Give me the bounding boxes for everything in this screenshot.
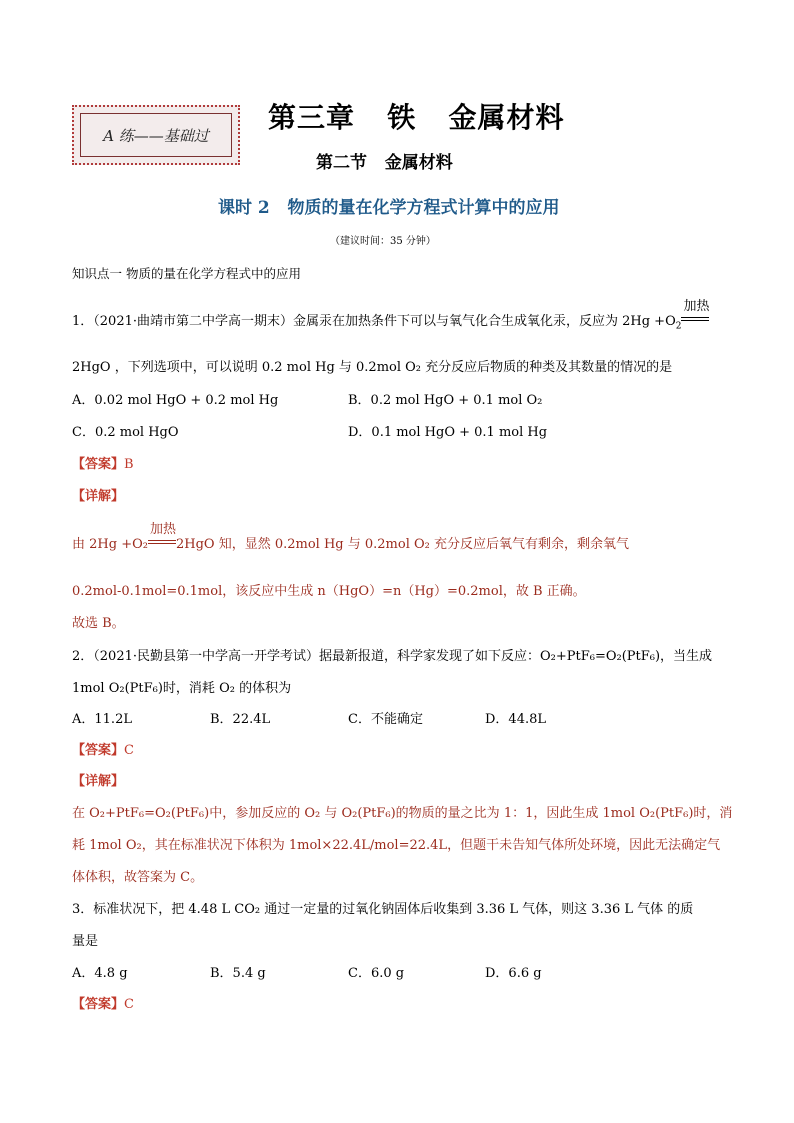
q2-option-d: D．44.8L [485, 712, 547, 727]
q3-option-a: A．4.8 g [72, 966, 128, 981]
q1-explanation-line1 [72, 522, 629, 552]
heat-condition-symbol [148, 522, 176, 548]
answer-label: 【答案】 [72, 997, 125, 1012]
q2-answer-value: C [124, 743, 134, 758]
q1-answer-value: B [124, 457, 134, 472]
q1-option-c: C．0.2 mol HgO [72, 425, 179, 440]
q1-detail-label [72, 485, 124, 504]
q1-option-a: A．0.02 mol HgO + 0.2 mol Hg [72, 393, 279, 408]
q1-option-d: D．0.1 mol HgO + 0.1 mol Hg [348, 425, 548, 440]
q1-exp-eq: 由 2Hg +O₂ [72, 537, 148, 552]
detail-label: 【详解】 [72, 489, 125, 504]
q2-explanation-line2: 耗 1mol O₂，其在标准状况下体积为 1mol×22.4L/mol=22.4L，但题干未告知气体所处环境，因此无法确定气 [72, 838, 721, 853]
section-title: 第二节 金属材料 [316, 153, 453, 173]
q2-stem-line2: 1mol O₂(PtF₆)时，消耗 O₂ 的体积为 [72, 681, 292, 696]
chapter-title: 第三章 铁 金属材料 [268, 101, 565, 134]
q1-stem-line2: 2HgO ，下列选项中，可以说明 0.2 mol Hg 与 0.2mol O₂ 充分反应后物质的种类及其数量的情况的是 [72, 360, 673, 375]
q3-answer [72, 993, 134, 1012]
q1-stem-line1: 1．（2021·曲靖市第二中学高一期末）金属汞在加热条件下可以与氧气化合生成氧化汞，反应为 $2Hg +O_2$ 加热 [72, 310, 709, 332]
q1-conclusion: 故选 B。 [72, 616, 125, 631]
heat-label: 加热 [683, 299, 710, 314]
q3-stem-line2: 量是 [72, 934, 99, 949]
q1-exp-text: 2HgO 知，显然 0.2mol Hg 与 0.2mol O₂ 充分反应后氧气有剩余，剩余氧气 [175, 537, 629, 552]
q3-option-b: B．5.4 g [210, 966, 266, 981]
badge-label: A 练——基础过 [80, 113, 232, 157]
q3-option-d: D．6.6 g [485, 966, 542, 981]
q2-option-b: B．22.4L [210, 712, 271, 727]
q2-stem-line1: 2．（2021·民勤县第一中学高一开学考试）据最新报道，科学家发现了如下反应：O₂+PtF₆=O₂(PtF₆)，当生成 [72, 649, 713, 664]
q2-explanation-line3: 体体积，故答案为 C。 [72, 870, 204, 885]
q1-option-b: B．0.2 mol HgO + 0.1 mol O₂ [348, 393, 543, 408]
knowledge-point-heading: 知识点一 物质的量在化学方程式中的应用 [72, 266, 301, 281]
detail-label: 【详解】 [72, 774, 125, 789]
q2-answer [72, 739, 134, 758]
q3-stem-line1: 3．标准状况下，把 4.48 L CO₂ 通过一定量的过氧化钠固体后收集到 3.36 L 气体，则这 3.36 L 气体 的质 [72, 902, 694, 917]
heat-condition-symbol [681, 299, 710, 325]
suggested-time: （建议时间：35 分钟） [330, 236, 436, 247]
q2-option-a: A．11.2L [72, 712, 132, 727]
q1-answer [72, 453, 134, 472]
q3-option-c: C．6.0 g [348, 966, 405, 981]
q1-explanation-line2: 0.2mol-0.1mol=0.1mol，该反应中生成 n（HgO）=n（Hg）=0.2mol，故 B 正确。 [72, 584, 586, 599]
answer-label: 【答案】 [72, 457, 125, 472]
answer-label: 【答案】 [72, 743, 125, 758]
q2-option-c: C．不能确定 [348, 712, 423, 727]
q1-stem-text: 1．（2021·曲靖市第二中学高一期末）金属汞在加热条件下可以与氧气化合生成氧化汞，反应为 2Hg +O [72, 314, 676, 329]
lesson-title: 课时 2 物质的量在化学方程式计算中的应用 [218, 198, 560, 218]
q2-explanation-line1: 在 O₂+PtF₆=O₂(PtF₆)中，参加反应的 O₂ 与 O₂(PtF₆)的物质的量之比为 1：1，因此生成 1mol O₂(PtF₆)时，消 [72, 806, 733, 821]
heat-label: 加热 [149, 522, 176, 537]
practice-level-badge [72, 105, 240, 165]
q2-detail-label [72, 770, 124, 789]
q3-answer-value: C [124, 997, 134, 1012]
